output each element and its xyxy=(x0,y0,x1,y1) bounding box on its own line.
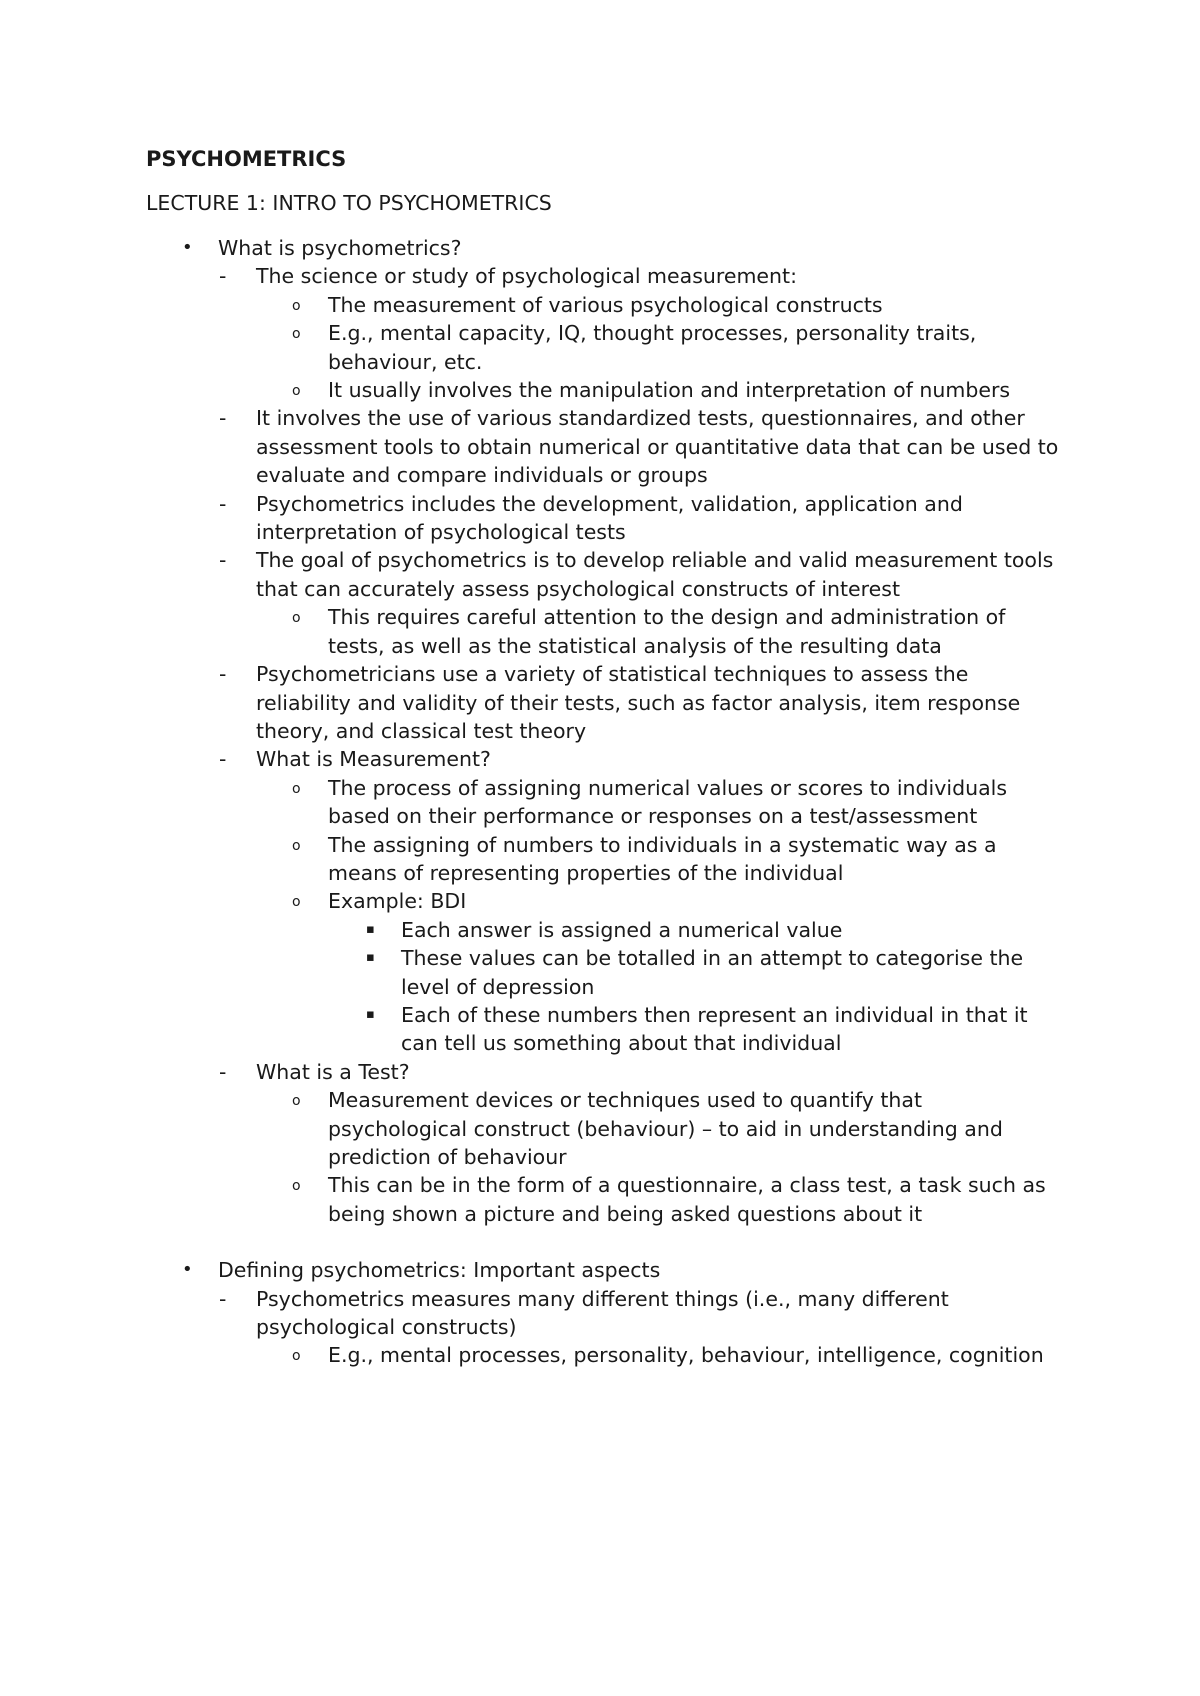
outline-item-level-3 xyxy=(146,291,1066,319)
outline-item-text: Each of these numbers then represent an individual in that it can tell us something about that individual xyxy=(401,1002,1028,1056)
dash-marker: - xyxy=(219,1286,227,1311)
outline-item-level-2 xyxy=(146,546,1066,603)
outline-item-level-2 xyxy=(146,1058,1066,1086)
outline-item-level-3 xyxy=(146,1086,1066,1171)
dash-marker: - xyxy=(219,491,227,516)
outline-item-level-3 xyxy=(146,603,1066,660)
bullet-marker: • xyxy=(182,1259,193,1281)
outline-item-text: Example: BDI xyxy=(328,889,467,914)
outline-item-text: This can be in the form of a questionnaire, a class test, a task such as being shown a picture and being asked questions about it xyxy=(328,1173,1046,1226)
outline-item-level-1 xyxy=(146,234,1066,262)
outline-item-text: The process of assigning numerical values or scores to individuals based on their performance or responses on a test/assessment xyxy=(328,775,1008,829)
outline-item-text: Each answer is assigned a numerical value xyxy=(401,917,843,942)
outline-item-level-4 xyxy=(146,944,1066,1001)
outline-item-level-2 xyxy=(146,490,1066,547)
outline-item-text: E.g., mental capacity, IQ, thought processes, personality traits, behaviour, etc. xyxy=(328,321,977,374)
outline-item-level-2 xyxy=(146,404,1066,489)
outline-item-text: These values can be totalled in an attempt to categorise the level of depression xyxy=(401,946,1024,999)
blank-line xyxy=(146,1228,1066,1256)
dash-marker: - xyxy=(219,747,227,772)
outline-item-text: Measurement devices or techniques used to quantify that psychological construct (behaviour) – to aid in understanding and prediction of behaviour xyxy=(328,1088,1003,1169)
outline-item-level-4 xyxy=(146,1001,1066,1058)
circle-bullet-marker: o xyxy=(292,1178,301,1195)
dash-marker: - xyxy=(219,406,227,431)
dash-marker: - xyxy=(219,264,227,289)
circle-bullet-marker: o xyxy=(292,383,301,400)
circle-bullet-marker: o xyxy=(292,780,301,797)
outline-item-text: Defining psychometrics: Important aspects xyxy=(218,1258,661,1283)
square-bullet-marker: ▪ xyxy=(366,1006,375,1022)
outline-item-text: What is psychometrics? xyxy=(218,236,462,260)
outline-item-text: The measurement of various psychological constructs xyxy=(328,292,883,317)
outline-item-level-2 xyxy=(146,262,1066,290)
outline-item-text: Psychometricians use a variety of statistical techniques to assess the reliability and validity of their tests, such as factor analysis, item response theory, and classical test theory xyxy=(256,662,1021,743)
square-bullet-marker: ▪ xyxy=(366,950,375,966)
outline-item-text: What is Measurement? xyxy=(256,747,491,772)
outline-item-level-1 xyxy=(146,1256,1066,1284)
outline-item-level-3 xyxy=(146,774,1066,831)
outline-item-text: It usually involves the manipulation and interpretation of numbers xyxy=(328,378,1011,403)
document-title: PSYCHOMETRICS xyxy=(146,147,347,171)
circle-bullet-marker: o xyxy=(292,326,301,343)
lecture-heading: LECTURE 1: INTRO TO PSYCHOMETRICS xyxy=(146,191,552,215)
outline-item-level-3 xyxy=(146,376,1066,404)
outline-item-level-3 xyxy=(146,1171,1066,1228)
circle-bullet-marker: o xyxy=(292,297,301,314)
bullet-marker: • xyxy=(182,237,193,258)
outline-item-level-3 xyxy=(146,831,1066,888)
outline-item-level-2 xyxy=(146,1285,1066,1342)
outline-item-text: What is a Test? xyxy=(256,1059,410,1084)
notes-outline xyxy=(146,234,1066,1370)
circle-bullet-marker: o xyxy=(292,1093,301,1110)
outline-item-level-2 xyxy=(146,745,1066,773)
circle-bullet-marker: o xyxy=(292,610,301,627)
dash-marker: - xyxy=(219,662,227,687)
outline-item-level-3 xyxy=(146,1341,1066,1369)
outline-item-text: The assigning of numbers to individuals in a systematic way as a means of representing properties of the individual xyxy=(328,832,997,885)
outline-item-text: The science or study of psychological measurement: xyxy=(256,264,797,289)
outline-item-level-4 xyxy=(146,916,1066,944)
outline-item-text: E.g., mental processes, personality, behaviour, intelligence, cognition xyxy=(328,1343,1044,1368)
outline-item-text: Psychometrics measures many different things (i.e., many different psychological constructs) xyxy=(256,1286,949,1340)
circle-bullet-marker: o xyxy=(292,837,301,854)
circle-bullet-marker: o xyxy=(292,894,301,911)
outline-item-text: This requires careful attention to the design and administration of tests, as well as the statistical analysis of the resulting data xyxy=(328,605,1006,658)
outline-item-text: It involves the use of various standardized tests, questionnaires, and other assessment tools to obtain numerical or quantitative data that can be used to evaluate and compare individuals or groups xyxy=(256,406,1059,488)
square-bullet-marker: ▪ xyxy=(366,921,375,937)
outline-item-level-3 xyxy=(146,319,1066,376)
dash-marker: - xyxy=(219,548,227,573)
dash-marker: - xyxy=(219,1059,227,1084)
circle-bullet-marker: o xyxy=(292,1348,301,1365)
outline-item-text: The goal of psychometrics is to develop reliable and valid measurement tools that can accurately assess psychological constructs of interest xyxy=(256,548,1054,601)
outline-item-level-2 xyxy=(146,660,1066,745)
outline-item-level-3 xyxy=(146,887,1066,915)
outline-item-text: Psychometrics includes the development, validation, application and interpretation of psychological tests xyxy=(256,491,963,545)
